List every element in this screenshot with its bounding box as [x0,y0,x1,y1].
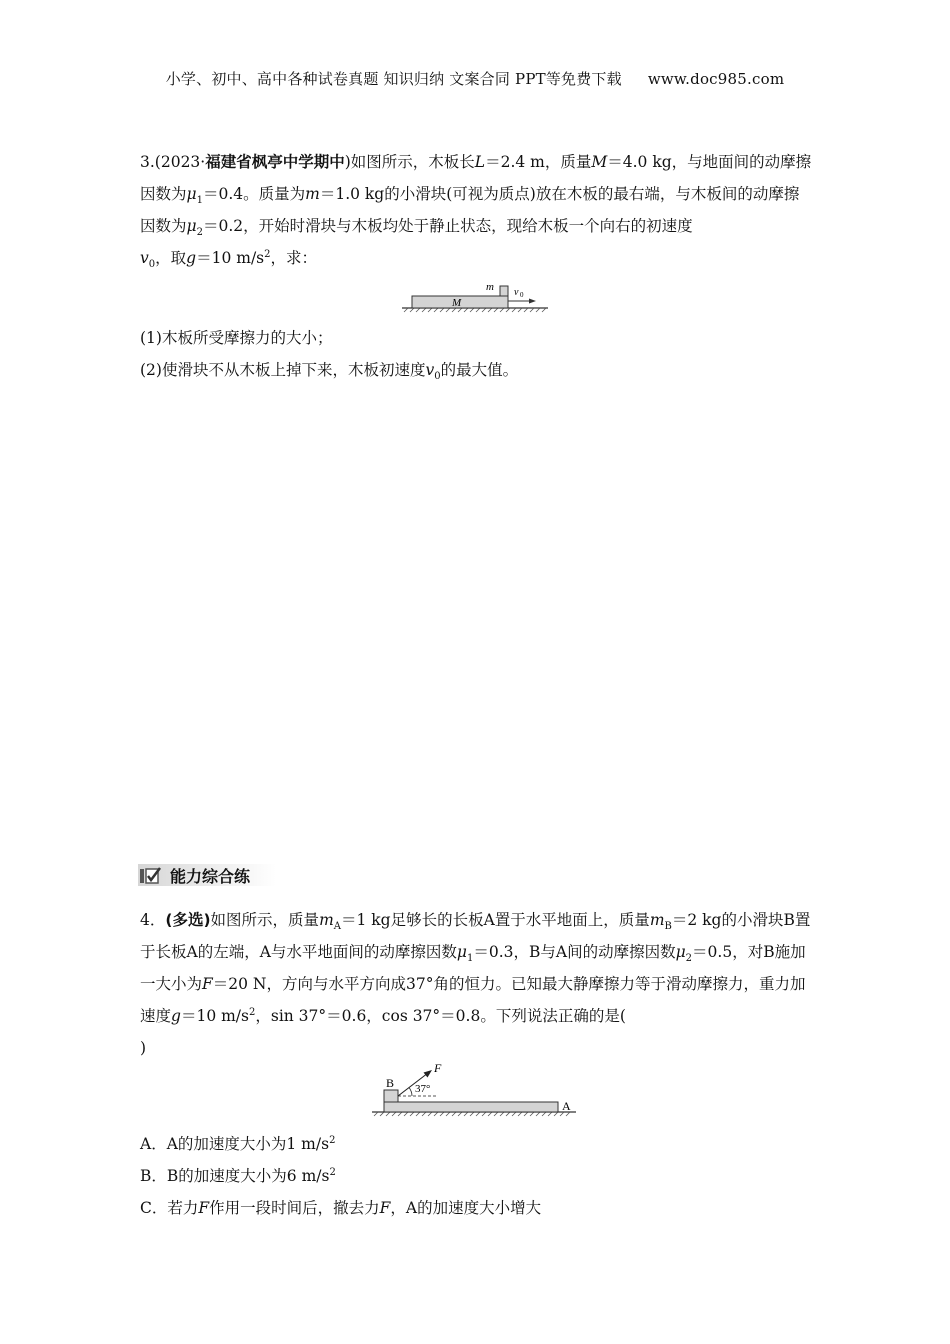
option-A-text: A．A的加速度大小为1 m/s [140,1135,330,1153]
question-3-stem: 3.(2023·福建省枫亭中学期中)如图所示，木板长L＝2.4 m，质量M＝4.0 kg，与地面间的动摩擦因数为$\mu_1=0.4$。质量为m＝1.0 kg的小滑块(可视为质点)放在木板的最右端，与木板间的动摩擦因数为$\mu_2=0.2$，开始时滑块与木板均处于静止状态，现给木板一个向右的初速度 $v_0$，取g＝10 $m/s^2$，求： [140,153,812,271]
text-seg: ＝2 kg的小滑块B置于长板A的左端，A与水平地面间的动摩擦因数 [140,911,811,961]
slider-B [384,1090,398,1102]
source-open: (2023· [154,153,206,171]
figure-board-block [400,278,552,314]
figure-plank-slider [368,1060,582,1122]
header-url: www.doc985.com [647,70,785,88]
text-seg: ＝10 m/s [196,249,265,267]
section-title: 能力综合练 [170,866,251,886]
question-4-stem: 4．(多选)如图所示，质量$m_A=1$ kg足够长的长板A置于水平地面上，质量$m_B=2$ kg的小滑块B置于长板A的左端，A与水平地面间的动摩擦因数$\mu_1=0.3$，B与A间的动摩擦因数$\mu_2=0.5$，对B施加一大小为F＝20 N，方向与水平方向成37°角的恒力。已知最大静摩擦力等于滑动摩擦力，重力加速度g＝10 $m/s^2$，sin 37°＝0.6，cos 37°＝0.8。下列说法正确的是( ) [140,911,811,1057]
text-seg: 如图所示，质量 [210,911,320,929]
block-m [500,286,508,296]
text-seg: ＝4.0 kg，与地面间的动摩擦因数为 [140,153,812,203]
option-A: A．A的加速度大小为1 $m/s^2$ [140,1134,336,1153]
label-B: B [386,1076,395,1090]
label-m: m [486,281,494,293]
label-M: M [452,297,462,309]
label-A: A [562,1099,571,1113]
var-v0: v [140,249,149,267]
text-seg: ，sin 37°＝0.6，cos 37°＝0.8。下列说法正确的是( [255,1007,626,1025]
question-number: 3. [140,153,155,171]
text-seg: ，A的加速度大小增大 [390,1199,542,1217]
svg-text:0: 0 [520,291,524,299]
question-number: 4． [140,911,166,929]
question-source: 福建省枫亭中学期中 [205,153,345,171]
var-M: M [591,153,608,171]
text-seg: ＝2.4 m，质量 [485,153,592,171]
label-v0: v [514,287,519,298]
label-angle: 37° [415,1083,431,1095]
text-seg: ) [140,1039,147,1057]
text-seg: ＝0.5，对B施加一大小为 [140,943,806,993]
var-m: m [305,185,320,203]
q3-subquestion-1: (1)木板所受摩擦力的大小； [140,329,333,347]
text-seg: ＝20 N，方向与水平方向成37°角的恒力。已知最大静摩擦力等于滑动摩擦力，重力加速度 [140,975,806,1025]
var-mu2: μ [186,217,197,235]
text-seg: ＝10 m/s [180,1007,249,1025]
text-seg: ＝0.4。质量为 [202,185,306,203]
text-seg: ，取 [155,249,187,267]
text-seg: )如图所示，木板长 [344,153,475,171]
section-header [138,860,250,890]
text-seg: ＝0.3，B与A间的动摩擦因数 [473,943,676,961]
text-seg: (2)使滑块不从木板上掉下来，木板初速度 [140,361,426,379]
text-seg: ＝1.0 kg的小滑块(可视为质点)放在木板的最右端，与木板间的动摩擦因数为 [140,185,800,235]
multi-select-tag: (多选) [165,911,211,929]
option-B: B．B的加速度大小为6 $m/s^2$ [140,1166,336,1185]
var-L: L [474,153,486,171]
text-seg: 作用一段时间后，撤去力 [209,1199,380,1217]
page-header [0,68,950,89]
checkmark-icon [138,864,164,886]
var-g: g [186,249,197,267]
q3-subquestion-2: (2)使滑块不从木板上掉下来，木板初速度$v_0$的最大值。 [140,361,519,383]
text-seg: ＝1 kg足够长的长板A置于水平地面上，质量 [341,911,650,929]
label-F: F [434,1061,442,1075]
option-B-text: B．B的加速度大小为6 m/s [140,1167,330,1185]
header-text: 小学、初中、高中各种试卷真题 知识归纳 文案合同 PPT等免费下载 [165,70,622,88]
text-seg: 的最大值。 [440,361,519,379]
text-seg: C．若力 [140,1199,199,1217]
option-C: C．若力F作用一段时间后，撤去力F，A的加速度大小增大 [140,1199,542,1217]
text-seg: ，求： [270,249,318,267]
plank-A [384,1102,558,1112]
text-seg: ＝0.2，开始时滑块与木板均处于静止状态，现给木板一个向右的初速度 [202,217,693,235]
var-mu1: μ [186,185,197,203]
